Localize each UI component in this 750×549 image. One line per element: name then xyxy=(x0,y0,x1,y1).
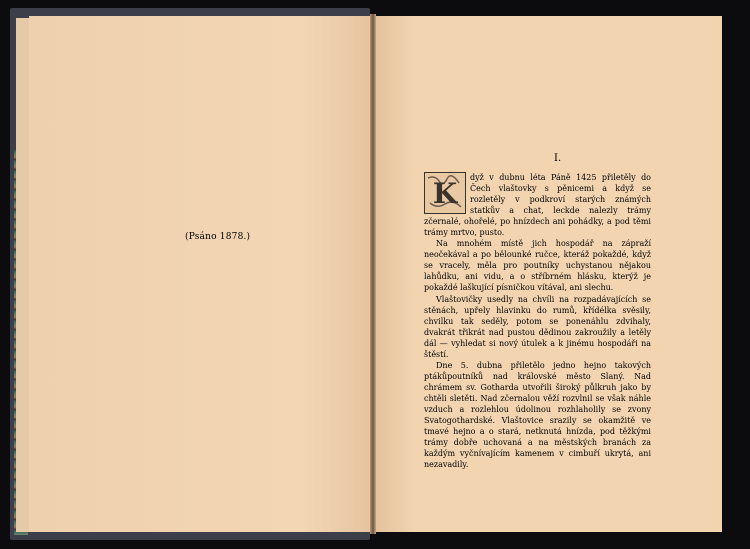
drop-cap-letter-icon xyxy=(425,173,465,213)
chapter-number: I. xyxy=(554,153,562,164)
paragraph: Vlaštovičky usedly na chvíli na rozpadávajících se stěnách, upřely hlavinku do rumů, křídélka svěsily, chvilku tak seděly, potom se ponenáhlu zdvihaly, dvakrát třikrát nad pustou dědinou zakroužily a letěly dál — vyhledat si nový útulek a k jinému hospodáři na štěstí. xyxy=(424,294,651,359)
written-date-note: (Psáno 1878.) xyxy=(185,232,251,242)
paragraph: Na mnohém místě jich hospodář na zápraží neočekával a po bělounké ručce, kteráž pokaždé, když se vracely, měla pro poutníky uchystanou nějakou lahůdku, ani vidu, a o stříbrném hlásku, kterýž je pokaždé laškující písničkou vítával, ani slechu. xyxy=(424,239,651,293)
book-gutter xyxy=(370,14,376,534)
page-edge xyxy=(16,18,30,532)
left-page xyxy=(29,16,372,532)
paragraph: Dne 5. dubna přiletělo jedno hejno takových ptákůpoutníků nad královské město Slaný. Nad chrámem sv. Gotharda utvořili široký půlkruh jako by chtěli sletěti. Nad zčernalou věží rozvlnil se však náhle vzduch a rozlehlou údolinou rozhlaholily se zvony Svatogothardské. Vlaštovice srazily se okamžitě ve tmavé hejno a o stará, netknutá hnízda, pod těžkými trámy dobře uchovaná a na městských branách za každým vyčnívajícím kamenem v cimbuří ukrytá, ani nezavadily. xyxy=(424,360,651,470)
svg-text:K: K xyxy=(432,177,458,210)
paragraph: dyž v dubnu léta Páně 1425 přiletěly do Čech vlaštovky s pěnicemi a když se rozletěly v podkroví starých známých statkův a chat, leckde nalezly trámy zčernalé, ohořelé, po hnízdech ani pohádky, a pod těmi trámy mrtvo, pusto. xyxy=(424,173,651,238)
drop-cap-ornament xyxy=(424,172,466,214)
chapter-text xyxy=(424,172,651,470)
